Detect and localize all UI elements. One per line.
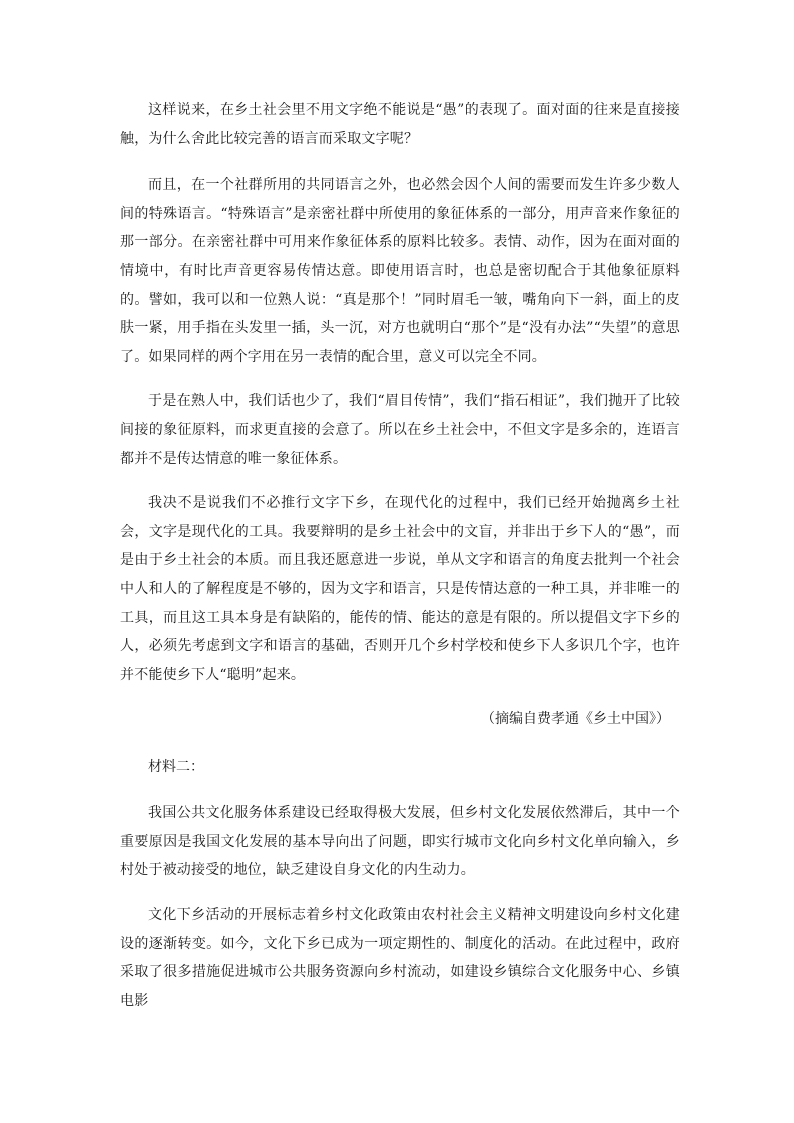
paragraph-1: 这样说来，在乡土社会里不用文字绝不能说是“愚”的表现了。面对面的往来是直接接触，为什么舍此比较完善的语言而采取文字呢？	[120, 102, 680, 147]
paragraph-5: 我国公共文化服务体系建设已经取得极大发展，但乡村文化发展依然滞后，其中一个重要原因是我国文化发展的基本导向出了问题，即实行城市文化向乡村文化单向输入，乡村处于被动接受的地位，缺乏建设自身文化的内生动力。	[120, 805, 680, 879]
document-content	[120, 96, 680, 1031]
paragraph-4: 我决不是说我们不必推行文字下乡，在现代化的过程中，我们已经开始抛离乡土社会，文字是现代化的工具。我要辩明的是乡土社会中的文盲，并非出于乡下人的“愚”，而是由于乡土社会的本质。而且我还愿意进一步说，单从文字和语言的角度去批判一个社会中人和人的了解程度是不够的，因为文字和语言，只是传情达意的一种工具，并非唯一的工具，而且这工具本身是有缺陷的，能传的情、能达的意是有限的。所以提倡文字下乡的人，必须先考虑到文字和语言的基础，否则开几个乡村学校和使乡下人多识几个字，也许并不能使乡下人“聪明”起来。	[120, 495, 680, 683]
material-label: 材料二：	[148, 759, 204, 776]
paragraph-6: 文化下乡活动的开展标志着乡村文化政策由农村社会主义精神文明建设向乡村文化建设的逐渐转变。如今，文化下乡已成为一项定期性的、制度化的活动。在此过程中，政府采取了很多措施促进城市公共服务资源向乡村流动，如建设乡镇综合文化服务中心、乡镇电影	[120, 907, 680, 1009]
source-citation: （摘编自费孝通《乡土中国》）	[481, 711, 670, 728]
paragraph-2: 而且，在一个社群所用的共同语言之外，也必然会因个人间的需要而发生许多少数人间的特殊语言。“特殊语言”是亲密社群中所使用的象征体系的一部分，用声音来作象征的那一部分。在亲密社群中可用来作象征体系的原料比较多。表情、动作，因为在面对面的情境中，有时比声音更容易传情达意。即使用语言时，也总是密切配合于其他象征原料的。譬如，我可以和一位熟人说：“真是那个！”同时眉毛一皱，嘴角向下一斜，面上的皮肤一紧，用手指在头发里一插，头一沉，对方也就明白“那个”是“没有办法”“失望”的意思了。如果同样的两个字用在另一表情的配合里，意义可以完全不同。	[120, 177, 680, 365]
paragraph-3: 于是在熟人中，我们话也少了，我们“眉目传情”，我们“指石相证”，我们抛开了比较间接的象征原料，而求更直接的会意了。所以在乡土社会中，不但文字是多余的，连语言都并不是传达情意的唯一象征体系。	[120, 393, 680, 467]
